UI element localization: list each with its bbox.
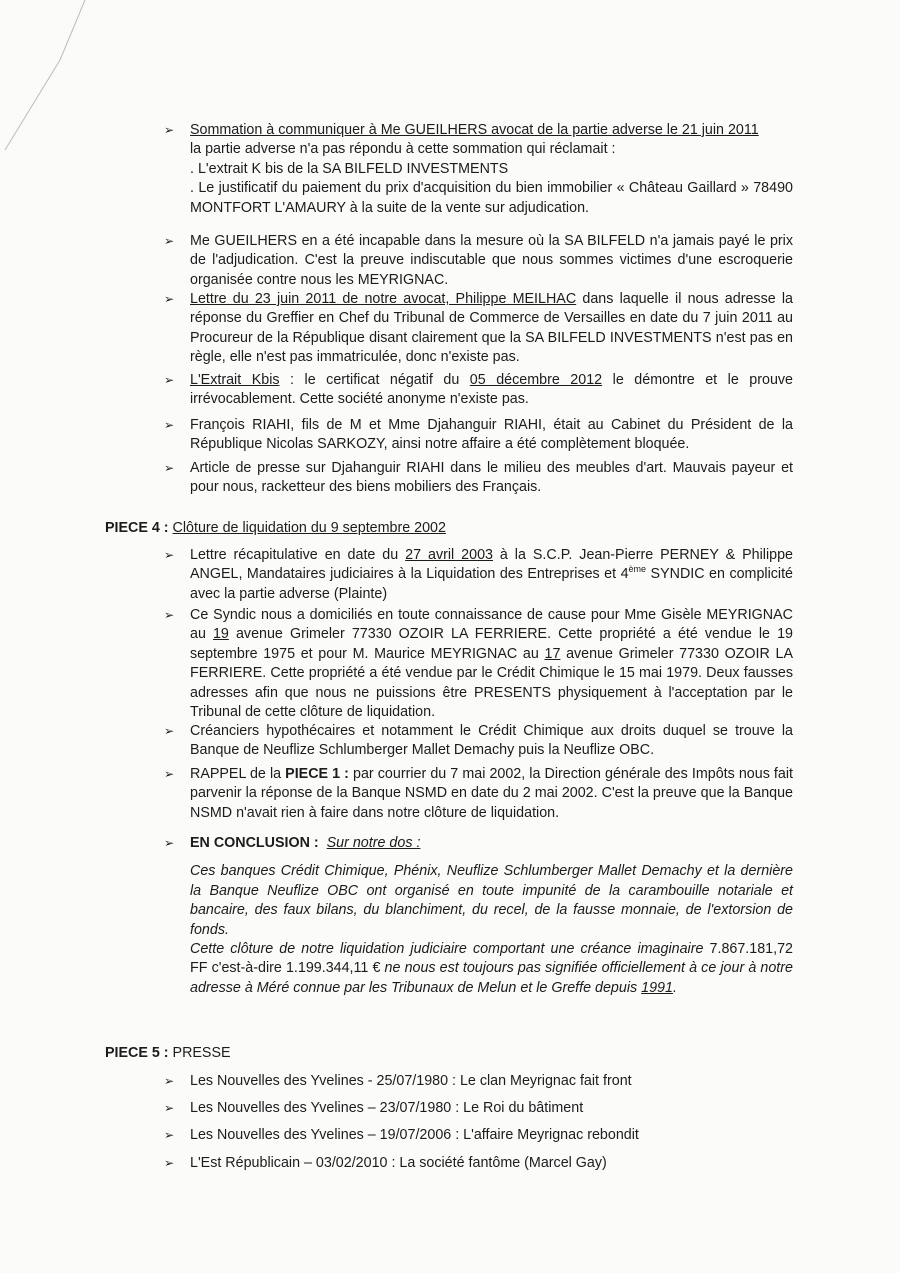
item-lettre-meilhac [164,290,793,368]
piece-title: PRESSE [168,1045,231,1061]
bullet-arrow-icon: ➢ [164,234,175,248]
press-item [164,1126,793,1145]
press-item [164,1072,793,1091]
item-gueilhers [164,232,793,290]
conclusion-paragraph [190,940,793,998]
item-text: Ce Syndic nous a domiciliés en toute connaissance de cause pour Mme Gisèle MEYRIGNAC au [190,607,793,643]
item-text: Me GUEILHERS en a été incapable dans la mesure où la SA BILFELD n'a jamais payé le prix de l'adjudication. C'est la preuve indiscutable que nous sommes victimes d'une escroquerie organisée contre nous les MEYRIGNAC. [190,233,793,288]
press-item [164,1154,793,1173]
item-text: Créanciers hypothécaires et notamment le Crédit Chimique aux droits duquel se trouve la Banque de Neuflize Schlumberger Mallet Demachy puis la Neuflize OBC. [190,723,793,759]
bullet-arrow-icon: ➢ [164,1101,175,1115]
press-text: L'Est Républicain – 03/02/2010 : La société fantôme (Marcel Gay) [190,1155,607,1171]
item-title: Lettre du 23 juin 2011 de notre avocat, Philippe MEILHAC [190,291,577,307]
item-article-presse [164,459,793,498]
piece4-item-lettre [164,546,794,604]
item-riahi [164,416,793,455]
item-text: dans laquelle il nous adresse la réponse du Greffier en Chef du Tribunal de Commerce de Versailles en date du 7 juin 2011 au Procureur de la République disant clairement que la SA BILFELD INVESTMENTS n'est pas en règle, elle n'est pas immatriculée, donc n'existe pas. [190,291,793,366]
item-date: 27 avril 2003 [405,547,493,563]
item-extrait-kbis [164,371,794,410]
item-text: le démontre et le prouve irrévocablement. Cette société anonyme n'existe pas. [190,372,794,408]
item-text: . [672,979,677,996]
item-text: Article de presse sur Djahanguir RIAHI dans le milieu des meubles d'art. Mauvais payeur et pour nous, racketteur des biens mobiliers des Français. [190,460,793,496]
item-text: ne nous est toujours pas signifiée officiellement à ce jour à notre adresse à Méré connue par les Tribunaux de Melun et le Greffe depuis [190,960,793,996]
press-text: Les Nouvelles des Yvelines – 23/07/1980 : Le Roi du bâtiment [190,1100,584,1116]
item-text: . Le justificatif du paiement du prix d'acquisition du bien immobilier « Château Gaillard » 78490 MONTFORT L'AMAURY à la suite de la vente sur adjudication. [190,180,793,216]
bullet-arrow-icon: ➢ [164,548,175,562]
piece-label: PIECE 5 : [105,1045,169,1061]
press-item [164,1099,793,1118]
conclusion-label: EN CONCLUSION : [190,835,319,851]
press-text: Les Nouvelles des Yvelines – 19/07/2006 : L'affaire Meyrignac rebondit [190,1127,639,1143]
item-date: 05 décembre 2012 [469,372,603,388]
item-text: à la S.C.P. Jean-Pierre PERNEY & Philippe ANGEL, Mandataires judiciaires à la Liquidation des Entreprises et 4 [190,547,793,583]
item-text: SYNDIC en complicité avec la partie adverse (Plainte) [190,566,794,602]
piece-label: PIECE 4 : [105,520,169,536]
bullet-arrow-icon: ➢ [164,1074,175,1088]
bullet-arrow-icon: ➢ [164,608,175,622]
item-sommation [164,121,793,218]
bullet-arrow-icon: ➢ [164,123,175,137]
item-text: Cette clôture de notre liquidation judiciaire comportant une créance imaginaire [190,941,710,958]
press-text: Les Nouvelles des Yvelines - 25/07/1980 : Le clan Meyrignac fait front [190,1073,632,1089]
address-number: 17 [544,645,561,662]
scan-artifact-line [0,0,110,160]
item-title: L'Extrait Kbis [190,372,280,388]
item-text: avenue Grimeler 77330 OZOIR LA FERRIERE. Cette propriété a été vendue par le Crédit Chimique le 15 mai 1979. Deux fausses adresses afin que nous ne puissions être PRESENTS physiquement à l'acceptation par le Tribunal de cette clôture de liquidation. [190,645,793,721]
bullet-arrow-icon: ➢ [164,767,175,781]
conclusion-paragraph: Ces banques Crédit Chimique, Phénix, Neuflize Schlumberger Mallet Demachy et la dernière la Banque Neuflize OBC ont organisé en toute impunité de la carambouille notariale et bancaire, des faux bilans, du blanchiment, du recel, de la fausse monnaie, de l'extorsion de fonds. [190,863,793,938]
bullet-arrow-icon: ➢ [164,373,175,387]
piece4-item-syndic [164,606,793,722]
bullet-arrow-icon: ➢ [164,292,175,306]
piece4-item-creanciers [164,722,793,761]
piece-title: Clôture de liquidation du 9 septembre 2002 [172,520,446,536]
item-text: RAPPEL de la [190,766,286,782]
item-text: par courrier du 7 mai 2002, la Direction générale des Impôts nous fait parvenir la réponse de la Banque NSMD en date du 2 mai 2002. C'est la preuve que la Banque NSMD n'avait rien à faire dans notre clôture de liquidation. [190,766,793,821]
item-text: : le certificat négatif du [279,372,470,388]
year: 1991 [641,979,673,996]
bullet-arrow-icon: ➢ [164,724,175,738]
item-text: Lettre récapitulative en date du [190,547,406,563]
item-title: Sommation à communiquer à Me GUEILHERS avocat de la partie adverse le 21 juin 2011 [190,122,759,138]
bullet-arrow-icon: ➢ [164,418,175,432]
address-number: 19 [212,626,229,643]
conclusion-subtitle: Sur notre dos : [326,835,421,851]
bullet-arrow-icon: ➢ [164,461,175,475]
bullet-arrow-icon: ➢ [164,836,175,850]
bullet-arrow-icon: ➢ [164,1156,175,1170]
piece4-heading [105,519,446,538]
item-text: . L'extrait K bis de la SA BILFELD INVESTMENTS [190,160,509,177]
bullet-arrow-icon: ➢ [164,1128,175,1142]
superscript: ème [628,564,647,575]
amount: 7.867.181,72 FF c'est-à-dire 1.199.344,11 € [190,941,793,977]
item-text: la partie adverse n'a pas répondu à cette sommation qui réclamait : [190,141,616,158]
item-bold: PIECE 1 : [285,766,349,782]
item-text: avenue Grimeler 77330 OZOIR LA FERRIERE. Cette propriété a été vendue le 19 septembre 1975 et pour M. Maurice MEYRIGNAC au [190,626,793,662]
piece5-heading [105,1044,231,1063]
piece4-item-conclusion [164,834,793,998]
item-text: François RIAHI, fils de M et Mme Djahanguir RIAHI, était au Cabinet du Président de la République Nicolas SARKOZY, ainsi notre affaire a été complètement bloquée. [190,417,793,453]
piece4-item-rappel [164,765,793,823]
